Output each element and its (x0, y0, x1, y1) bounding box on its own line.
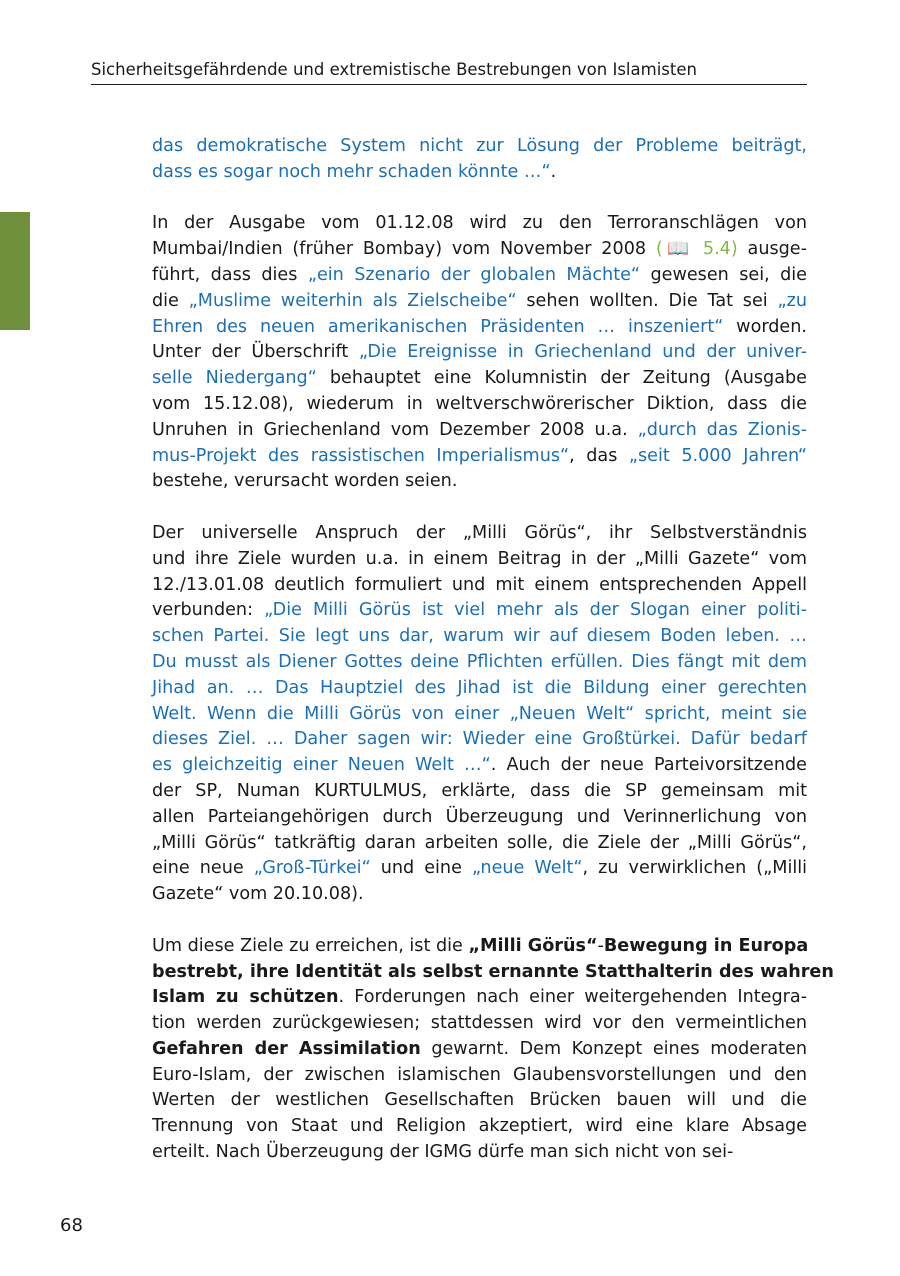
chapter-color-tab (0, 212, 30, 330)
text-line (152, 727, 807, 753)
text-run: „Milli Görüs“ tatkräftig daran arbeiten solle, die Ziele der „Milli Görüs“, (152, 832, 807, 853)
quote-text: „Muslime weiterhin als Zielscheibe“ (188, 290, 517, 311)
page-number: 68 (60, 1215, 83, 1236)
text-line (152, 624, 807, 650)
quote-text: dass es sogar noch mehr schaden könnte …“ (152, 161, 551, 182)
bold-text: Islam zu schützen (152, 987, 339, 1008)
quote-text: „Die Milli Görüs ist viel mehr als der Slogan einer politi- (264, 600, 807, 621)
text-line (152, 392, 807, 418)
cross-reference: (📖 5.4) (655, 239, 738, 260)
text-line (152, 547, 807, 573)
text-run: der SP, Numan KURTULMUS, erklärte, dass die SP gemeinsam mit (152, 780, 807, 801)
body-text (152, 134, 834, 1192)
text-run: . Forderungen nach einer weitergehenden Integra- (338, 987, 807, 1008)
text-line (152, 882, 807, 908)
paragraph (152, 934, 834, 1166)
quote-text: „seit 5.000 Jahren“ (628, 445, 807, 466)
text-run: führt, dass dies (152, 264, 308, 285)
quote-text: „neue Welt“ (471, 858, 583, 879)
text-run: bestehe, verursacht worden seien. (152, 471, 458, 492)
quote-text: „durch das Zionis- (637, 419, 807, 440)
text-line (152, 134, 807, 160)
running-head: Sicherheitsgefährdende und extremistische Bestrebungen von Islamisten (91, 58, 807, 85)
quote-text: „Groß-Türkei“ (253, 858, 371, 879)
text-line (152, 934, 807, 960)
quote-text: Du musst als Diener Gottes deine Pflichten erfüllen. Dies fängt mit dem (152, 651, 807, 672)
text-line (152, 418, 807, 444)
text-run: und ihre Ziele wurden u.a. in einem Beitrag in der „Milli Gazete“ vom (152, 548, 807, 569)
text-run: allen Parteiangehörigen durch Überzeugung und Verinnerlichung von (152, 806, 807, 827)
quote-text: „Die Ereignisse in Griechenland und der univer- (358, 342, 807, 363)
text-line (152, 676, 807, 702)
text-run: . (550, 161, 557, 182)
text-run: - (597, 935, 604, 956)
paragraph (152, 134, 807, 186)
text-line (152, 702, 807, 728)
bold-text: Gefahren der Assimilation (152, 1038, 421, 1059)
text-run: Gazete“ vom 20.10.08). (152, 884, 364, 905)
text-run: vom 15.12.08), wiederum in weltverschwörerischer Diktion, dass die (152, 393, 807, 414)
text-line (152, 1037, 807, 1063)
text-run: 12./13.01.08 deutlich formuliert und mit einem entsprechenden Appell (152, 574, 807, 595)
text-line (152, 469, 807, 495)
text-run: worden. (723, 316, 807, 337)
text-run: behauptet eine Kolumnistin der Zeitung (Ausgabe (316, 368, 807, 389)
quote-text: selle Niedergang“ (152, 368, 317, 389)
quote-text: „zu (777, 290, 807, 311)
text-line (152, 160, 807, 186)
text-line (152, 211, 807, 237)
quote-text: das demokratische System nicht zur Lösung der Probleme beiträgt, (152, 136, 807, 156)
text-line (152, 289, 807, 315)
text-run: Euro-Islam, der zwischen islamischen Glaubensvorstellungen und den (152, 1064, 807, 1085)
text-line (152, 960, 834, 986)
quote-text: Jihad an. … Das Hauptziel des Jihad ist die Bildung einer gerechten (152, 677, 807, 698)
text-line (152, 1140, 807, 1166)
text-line (152, 779, 807, 805)
text-run: verbunden: (152, 600, 265, 621)
text-line (152, 805, 807, 831)
text-line (152, 856, 807, 882)
quote-text: dieses Ziel. … Daher sagen wir: Wieder eine Großtürkei. Dafür bedarf (152, 729, 807, 750)
text-line (152, 831, 807, 857)
text-run: Um diese Ziele zu erreichen, ist die (152, 935, 469, 956)
quote-text: Welt. Wenn die Milli Görüs von einer „Neuen Welt“ spricht, meint sie (152, 703, 807, 724)
quote-text: „ein Szenario der globalen Mächte“ (307, 264, 641, 285)
text-line (152, 650, 807, 676)
text-run: eine neue (152, 858, 254, 879)
text-run: Unruhen in Griechenland vom Dezember 2008 u.a. (152, 419, 638, 440)
text-run: sehen wollten. Die Tat sei (516, 290, 778, 311)
text-run: gewarnt. Dem Konzept eines moderaten (420, 1038, 807, 1059)
text-line (152, 237, 807, 263)
text-line (152, 753, 807, 779)
quote-text: Ehren des neuen amerikanischen Präsidenten … inszeniert“ (152, 316, 724, 337)
paragraph (152, 211, 807, 495)
text-run: , das (569, 445, 629, 466)
text-run: Werten der westlichen Gesellschaften Brücken bauen will und die (152, 1090, 807, 1111)
quote-text: schen Partei. Sie legt uns dar, warum wir auf diesem Boden leben. … (152, 626, 807, 647)
text-run: Trennung von Staat und Religion akzeptiert, wird eine klare Absage (152, 1116, 807, 1137)
text-line (152, 263, 807, 289)
text-run: , zu verwirklichen („Milli (582, 858, 808, 879)
text-line (152, 1011, 807, 1037)
text-run: und eine (370, 858, 472, 879)
text-line (152, 1088, 807, 1114)
text-run: Mumbai/Indien (früher Bombay) vom November 2008 (152, 239, 656, 260)
text-line (152, 366, 807, 392)
bold-text: bestrebt, ihre Identität als selbst ernannte Statthalterin des wahren (152, 961, 834, 982)
quote-text: es gleichzeitig einer Neuen Welt …“ (152, 755, 491, 776)
text-line (152, 315, 807, 341)
text-line (152, 444, 807, 470)
text-line (152, 573, 807, 599)
text-line (152, 598, 807, 624)
text-line (152, 1063, 807, 1089)
paragraph (152, 521, 807, 908)
bold-text: „Milli Görüs“ (468, 935, 598, 956)
text-run: Der universelle Anspruch der „Milli Görüs“, ihr Selbstverständnis (152, 522, 807, 543)
text-run: erteilt. Nach Überzeugung der IGMG dürfe man sich nicht von sei- (152, 1142, 734, 1163)
bold-text: Bewegung in Europa (603, 935, 809, 956)
text-run: gewesen sei, die (640, 264, 808, 285)
text-line (152, 521, 807, 547)
text-run: Unter der Überschrift (152, 342, 359, 363)
text-run: . Auch der neue Parteivorsitzende (490, 755, 807, 776)
text-run: In der Ausgabe vom 01.12.08 wird zu den Terroranschlägen von (152, 213, 807, 234)
text-line (152, 985, 807, 1011)
text-run: die (152, 290, 189, 311)
text-run: ausge- (737, 239, 807, 260)
text-run: tion werden zurückgewiesen; stattdessen wird vor den vermeintlichen (152, 1013, 807, 1034)
text-line (152, 340, 807, 366)
text-line (152, 1114, 807, 1140)
quote-text: mus-Projekt des rassistischen Imperialismus“ (152, 445, 570, 466)
